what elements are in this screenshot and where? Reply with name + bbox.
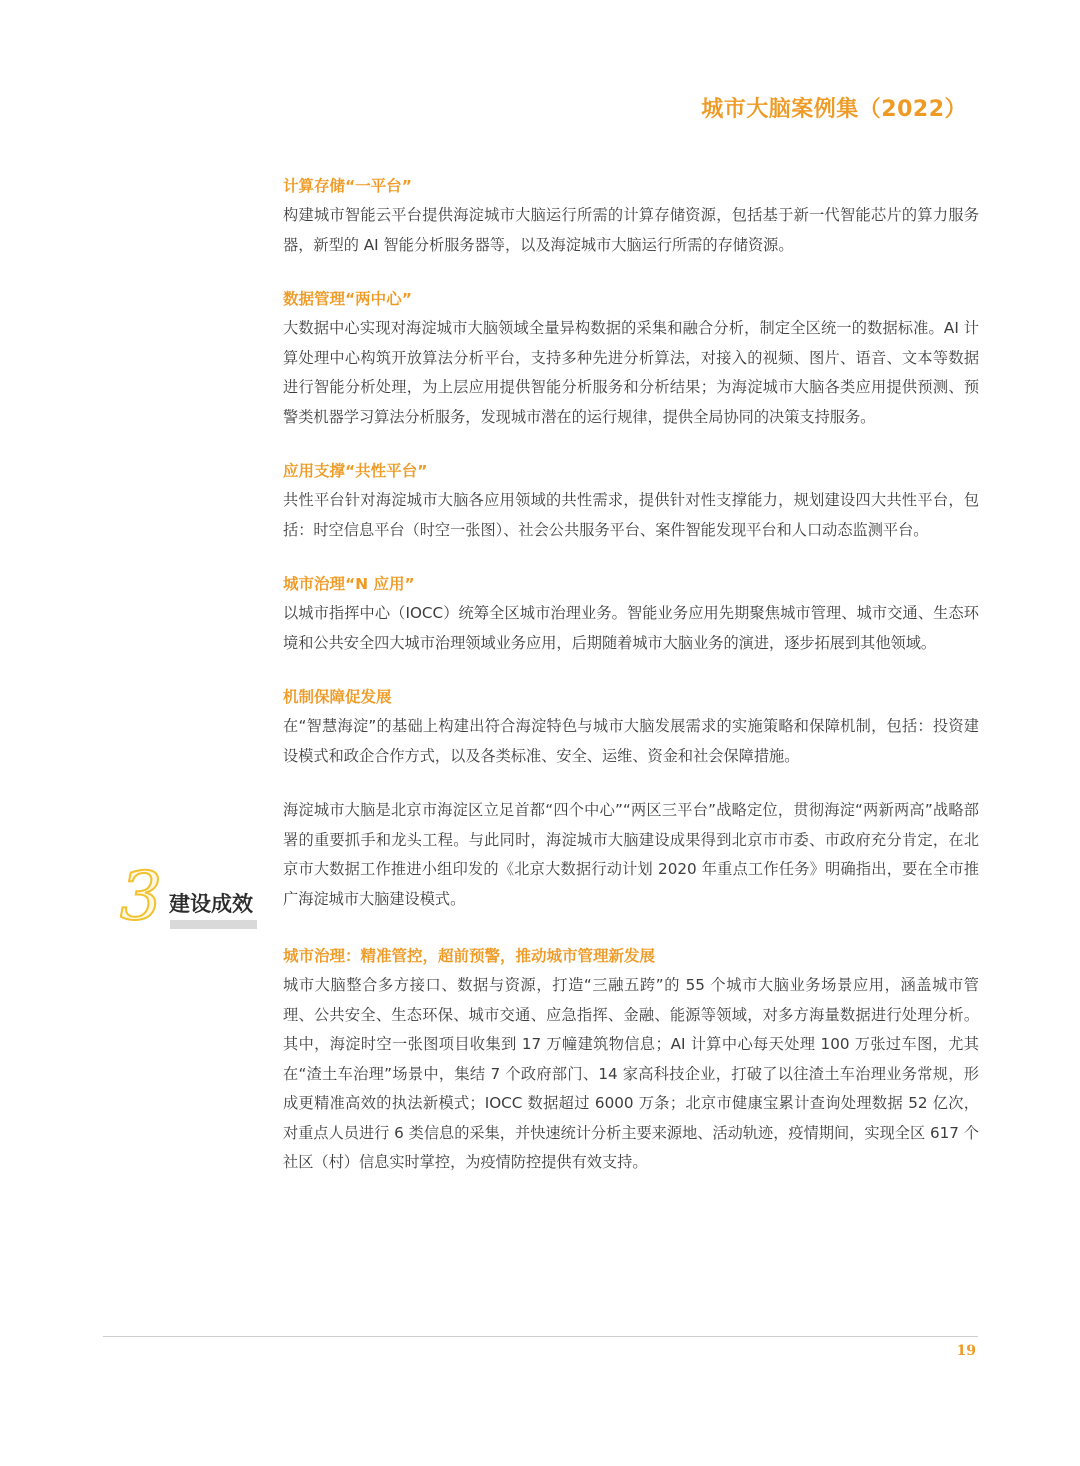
section-city-governance-apps [283, 570, 979, 658]
section-compute-storage [283, 172, 979, 260]
section-governance-results [283, 942, 979, 1178]
page-header-title: 城市大脑案例集（2022） [701, 97, 967, 122]
results-body: 海淀城市大脑是北京市海淀区立足首都“四个中心”“两区三平台”战略定位，贯彻海淀“两新两高”战略部署的重要抓手和龙头工程。与此同时，海淀城市大脑建设成果得到北京市市委、市政府充分肯定，在北京市大数据工作推进小组印发的《北京大数据行动计划 2020 年重点工作任务》明确指出，要在全市推广海淀城市大脑建设模式。 [283, 801, 979, 908]
page-number: 19 [956, 1343, 976, 1359]
section-heading: 数据管理“两中心” [283, 290, 412, 308]
section-marker-bar [170, 920, 257, 929]
section-number: 3 [120, 858, 162, 935]
footer-divider [103, 1336, 978, 1337]
section-body: 大数据中心实现对海淀城市大脑领域全量异构数据的采集和融合分析，制定全区统一的数据标准。AI 计算处理中心构筑开放算法分析平台，支持多种先进分析算法，对接入的视频、图片、语音、文本等数据进行智能分析处理，为上层应用提供智能分析服务和分析结果；为海淀城市大脑各类应用提供预测、预警类机器学习算法分析服务，发现城市潜在的运行规律，提供全局协同的决策支持服务。 [283, 319, 979, 426]
section-body: 城市大脑整合多方接口、数据与资源，打造“三融五跨”的 55 个城市大脑业务场景应用，涵盖城市管理、公共安全、生态环保、城市交通、应急指挥、金融、能源等领域，对多方海量数据进行处理分析。其中，海淀时空一张图项目收集到 17 万幢建筑物信息；AI 计算中心每天处理 100 万张过车图，尤其在“渣土车治理”场景中，集结 7 个政府部门、14 家高科技企业，打破了以往渣土车治理业务常规，形成更精准高效的执法新模式；IOCC 数据超过 6000 万条；北京市健康宝累计查询处理数据 52 亿次，对重点人员进行 6 类信息的采集，并快速统计分析主要来源地、活动轨迹，疫情期间，实现全区 617 个社区（村）信息实时掌控，为疫情防控提供有效支持。 [283, 976, 979, 1171]
section-body: 共性平台针对海淀城市大脑各应用领域的共性需求，提供针对性支撑能力，规划建设四大共性平台，包括：时空信息平台（时空一张图）、社会公共服务平台、案件智能发现平台和人口动态监测平台。 [283, 491, 979, 539]
section-heading: 城市治理：精准管控，超前预警，推动城市管理新发展 [283, 947, 656, 965]
main-content [283, 172, 979, 1203]
section-mechanism [283, 683, 979, 771]
section-heading: 应用支撑“共性平台” [283, 462, 428, 480]
section-marker-results [120, 858, 260, 935]
section-heading: 机制保障促发展 [283, 688, 392, 706]
results-intro [283, 796, 979, 914]
section-data-management [283, 285, 979, 432]
section-label: 建设成效 [169, 892, 253, 916]
section-heading: 城市治理“N 应用” [283, 575, 415, 593]
section-body: 构建城市智能云平台提供海淀城市大脑运行所需的计算存储资源，包括基于新一代智能芯片的算力服务器，新型的 AI 智能分析服务器等，以及海淀城市大脑运行所需的存储资源。 [283, 206, 979, 254]
section-body: 以城市指挥中心（IOCC）统筹全区城市治理业务。智能业务应用先期聚焦城市管理、城市交通、生态环境和公共安全四大城市治理领域业务应用，后期随着城市大脑业务的演进，逐步拓展到其他领域。 [283, 604, 979, 652]
section-app-support [283, 457, 979, 545]
section-body: 在“智慧海淀”的基础上构建出符合海淀特色与城市大脑发展需求的实施策略和保障机制，包括：投资建设模式和政企合作方式，以及各类标准、安全、运维、资金和社会保障措施。 [283, 717, 979, 765]
section-heading: 计算存储“一平台” [283, 177, 412, 195]
